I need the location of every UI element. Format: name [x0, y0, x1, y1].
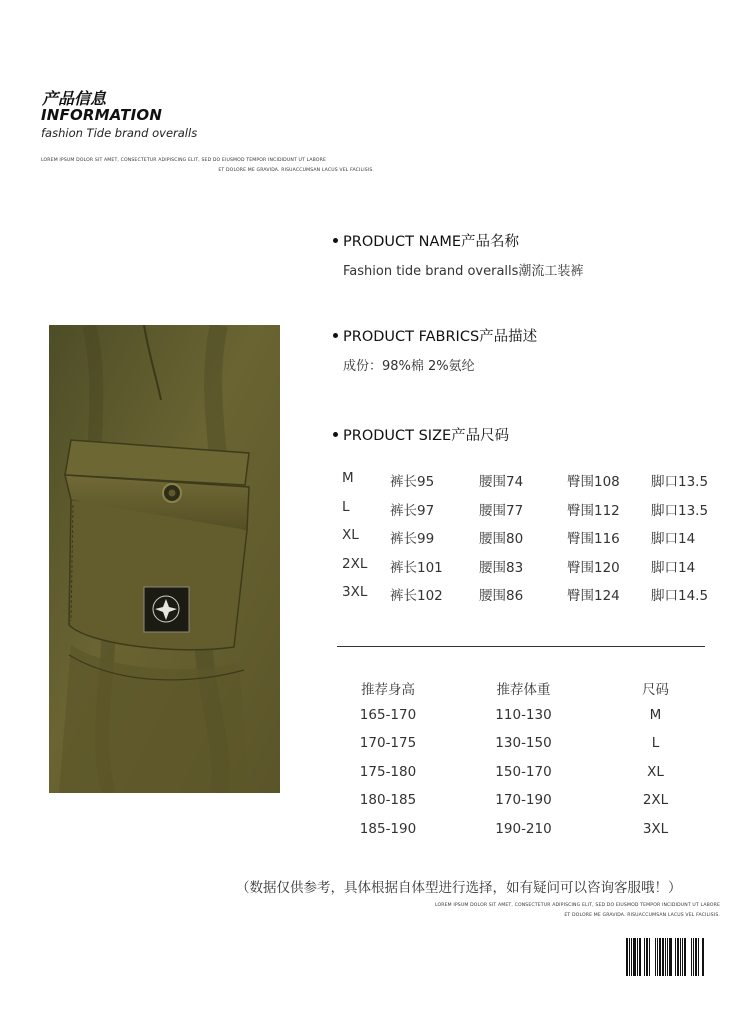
size-cell: 臀围120: [567, 559, 620, 576]
size-cell: 腰围83: [479, 559, 524, 576]
product-fabrics-title-text: PRODUCT FABRICS产品描述: [343, 329, 538, 345]
rec-height: 185-190: [359, 820, 417, 837]
bullet-icon: [333, 432, 338, 437]
header-title-cn: 产品信息: [42, 89, 107, 108]
section-divider: [337, 646, 705, 647]
header-subtitle: fashion Tide brand overalls: [41, 126, 198, 140]
bullet-icon: [333, 333, 338, 338]
size-cell: 腰围86: [479, 588, 524, 604]
rec-height: 165-170: [359, 706, 417, 723]
size-cell: 腰围77: [479, 502, 524, 519]
rec-height: 180-185: [359, 792, 417, 808]
rec-height: 175-180: [359, 763, 417, 780]
size-cell: M: [342, 470, 354, 486]
recommendation-row: [340, 764, 700, 793]
lorem-line-top-2: ET DOLORE ME GRAVIDA. RISUACCUMSAN LACUS VEL FACILISIS.: [218, 168, 374, 173]
header-size: 尺码: [642, 682, 669, 698]
recommendation-row: [340, 821, 700, 850]
size-cell: 裤长102: [390, 588, 443, 604]
rec-weight: 190-210: [495, 820, 552, 837]
size-cell: 臀围112: [567, 502, 620, 519]
rec-size: 2XL: [642, 792, 669, 808]
size-cell: 脚口13.5: [651, 502, 709, 519]
barcode-icon: [626, 938, 720, 976]
size-cell: L: [342, 498, 350, 515]
bullet-icon: [333, 238, 338, 243]
rec-weight: 150-170: [495, 763, 552, 780]
product-name-title: [333, 230, 583, 251]
size-cell: 脚口14.5: [651, 588, 709, 604]
rec-weight: 170-190: [495, 792, 552, 808]
size-cell: 裤长95: [390, 474, 435, 490]
header-weight: 推荐体重: [496, 682, 551, 698]
size-cell: 臀围116: [567, 531, 620, 547]
product-name-value: Fashion tide brand overalls潮流工装裤: [343, 264, 584, 279]
header-height: 推荐身高: [361, 682, 415, 698]
recommendation-row: [340, 792, 700, 821]
product-name-section: [333, 230, 583, 279]
size-cell: 腰围80: [479, 531, 524, 547]
product-fabrics-value: 成份：98%棉 2%氨纶: [343, 359, 475, 374]
size-cell: 脚口13.5: [651, 474, 709, 490]
rec-size: XL: [647, 763, 664, 780]
rec-weight: 110-130: [495, 706, 552, 723]
product-size-section: [333, 424, 509, 445]
disclaimer-note: （数据仅供参考，具体根据自体型进行选择，如有疑问可以咨询客服哦！）: [236, 880, 682, 896]
rec-size: L: [651, 735, 660, 751]
recommendation-table: [340, 678, 700, 849]
cargo-pants-illustration: [49, 325, 280, 793]
product-name-title-text: PRODUCT NAME产品名称: [343, 234, 520, 250]
rec-size: 3XL: [642, 820, 669, 837]
recommendation-header: [340, 678, 700, 707]
recommendation-row: [340, 707, 700, 736]
lorem-line-top-1: LOREM IPSUM DOLOR SIT AMET, CONSECTETUR ADIPISCING ELIT, SED DO EIUSMOD TEMPOR INCIDIDUNT UT LABORE: [41, 158, 327, 163]
size-cell: 裤长99: [390, 531, 435, 547]
rec-weight: 130-150: [495, 735, 552, 751]
size-cell: 3XL: [342, 584, 368, 600]
size-cell: 臀围108: [567, 474, 620, 490]
size-cell: 臀围124: [567, 588, 620, 604]
size-cell: 腰围74: [479, 474, 524, 490]
product-size-title: [333, 424, 509, 445]
lorem-line-bottom-1: LOREM IPSUM DOLOR SIT AMET, CONSECTETUR ADIPISCING ELIT, SED DO EIUSMOD TEMPOR INCIDIDUNT UT LABORE: [434, 903, 720, 908]
product-photo: [49, 325, 280, 793]
product-fabrics-title: [333, 325, 537, 346]
size-cell: 2XL: [342, 555, 368, 572]
recommendation-row: [340, 735, 700, 764]
size-cell: 裤长101: [390, 559, 443, 576]
lorem-line-bottom-2: ET DOLORE ME GRAVIDA. RISUACCUMSAN LACUS VEL FACILISIS.: [564, 913, 720, 918]
product-fabrics-section: [333, 325, 537, 374]
header-title-en: INFORMATION: [41, 106, 163, 124]
rec-size: M: [649, 706, 662, 723]
size-cell: 脚口14: [651, 531, 696, 547]
rec-height: 170-175: [359, 735, 417, 751]
size-cell: 脚口14: [651, 559, 696, 576]
size-cell: XL: [342, 527, 359, 543]
size-cell: 裤长97: [390, 502, 435, 519]
product-size-title-text: PRODUCT SIZE产品尺码: [343, 428, 510, 444]
